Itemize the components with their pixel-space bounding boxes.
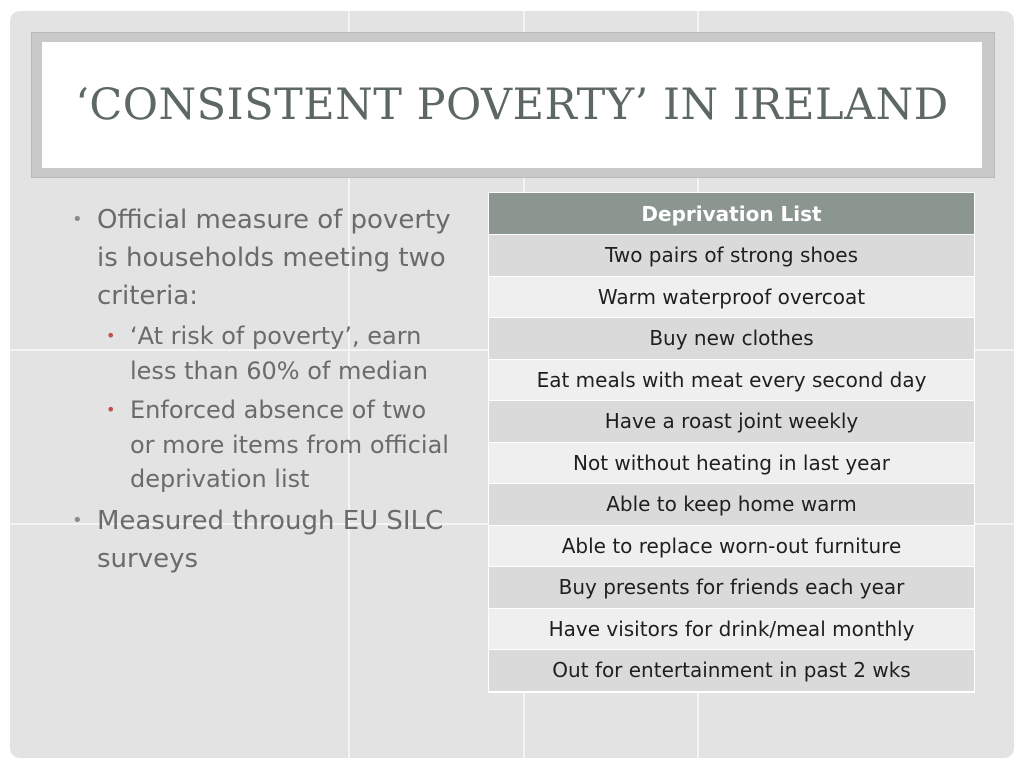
sub-bullet-item (106, 319, 452, 388)
table-row: Two pairs of strong shoes (489, 235, 974, 277)
table-row: Have visitors for drink/meal monthly (489, 609, 974, 651)
table-row: Out for entertainment in past 2 wks (489, 650, 974, 692)
table-row: Warm waterproof overcoat (489, 277, 974, 319)
table-row: Have a roast joint weekly (489, 401, 974, 443)
table-header: Deprivation List (489, 193, 974, 235)
bullet-dot-icon: • (106, 326, 116, 345)
bullet-dot-icon: • (72, 509, 83, 531)
slide (10, 11, 1014, 758)
table-row: Able to keep home warm (489, 484, 974, 526)
bullet-item (72, 502, 452, 578)
sub-bullet-text: ‘At risk of poverty’, earn less than 60% of median (130, 322, 428, 385)
bullet-list (72, 201, 452, 582)
slide-title: ‘CONSISTENT POVERTY’ IN IRELAND (75, 80, 949, 130)
title-box (42, 42, 982, 168)
bullet-text: Measured through EU SILC surveys (97, 505, 444, 574)
title-frame (31, 32, 995, 178)
table-row: Buy new clothes (489, 318, 974, 360)
table-row: Not without heating in last year (489, 443, 974, 485)
table-row: Eat meals with meat every second day (489, 360, 974, 402)
table-row: Buy presents for friends each year (489, 567, 974, 609)
deprivation-table (488, 192, 975, 693)
bullet-dot-icon: • (72, 209, 83, 230)
sub-bullet-item (106, 393, 452, 497)
bullet-item (72, 201, 452, 315)
table-row: Able to replace worn-out furniture (489, 526, 974, 568)
sub-bullet-text: Enforced absence of two or more items from official deprivation list (130, 396, 449, 493)
bullet-dot-icon: • (106, 400, 116, 419)
bullet-text: Official measure of poverty is households meeting two criteria: (97, 205, 451, 311)
